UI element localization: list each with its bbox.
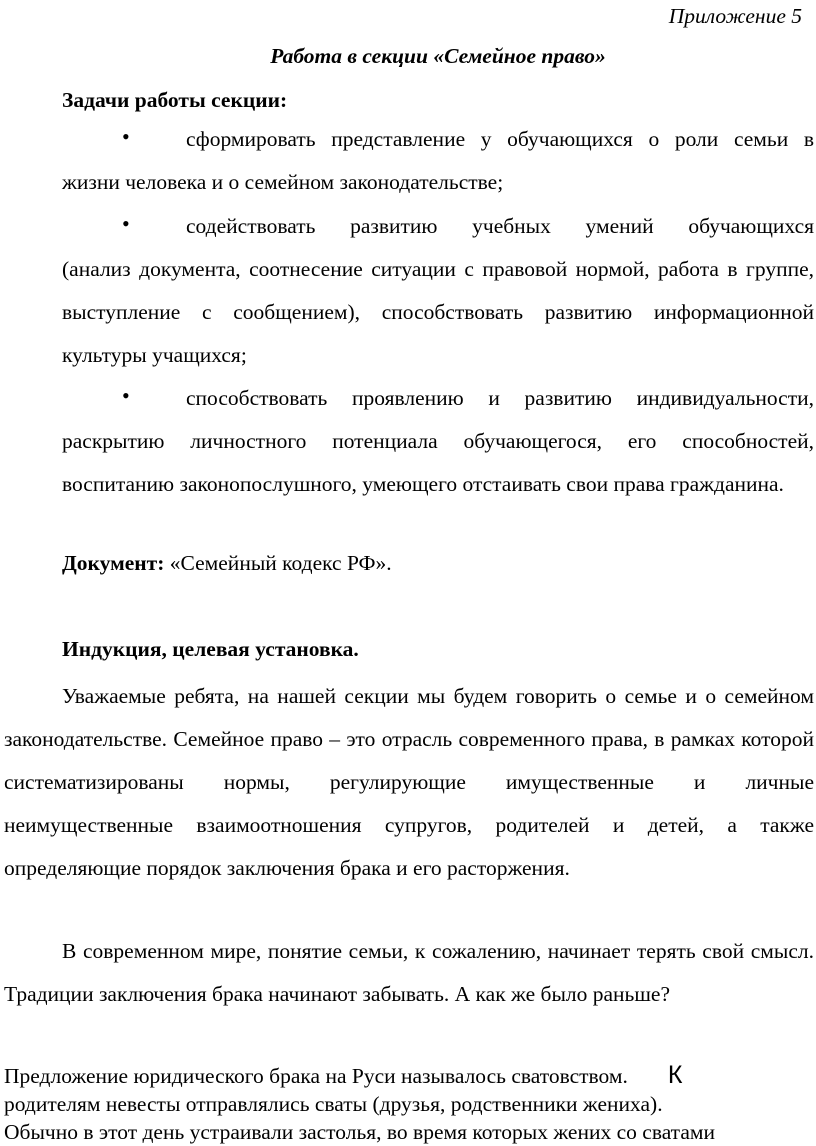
footer-paragraph (4, 1061, 814, 1146)
bullet-icon: • (122, 211, 130, 236)
bullet-item-3-rest: раскрытию личностного потенциала обучающегося, его способностей, воспитанию законопослушного, умеющего отстаивать свои права гражданина. (62, 429, 814, 496)
induction-paragraph-1: Уважаемые ребята, на нашей секции мы будем говорить о семье и о семейном законодательстве. Семейное право – это отрасль современного права, в рамках которой систематизированы нормы, регулирующие имущественные и личные неимущественные взаимоотношения супругов, родителей и детей, а также определяющие порядок заключения брака и его расторжения. (4, 684, 814, 880)
bullet-item-3-first-line: способствовать проявлению и развитию индивидуальности, (186, 386, 814, 410)
document-line (62, 551, 392, 576)
footer-line-2: родителям невесты отправлялись сваты (друзья, родственники жениха). (4, 1092, 663, 1116)
induction-heading: Индукция, целевая установка. (62, 637, 359, 661)
tasks-heading: Задачи работы секции: (62, 88, 288, 112)
footer-line-1 (4, 1061, 814, 1090)
footer-line-1-text: Предложение юридического брака на Руси называлось сватовством. (4, 1064, 628, 1088)
section-title: Работа в секции «Семейное право» (270, 44, 606, 68)
bullet-item-3 (62, 377, 814, 506)
bullet-item-2-first-line: содействовать развитию учебных умений обучающихся (186, 214, 814, 238)
bullet-item-1 (62, 118, 814, 204)
bullet-item-2-rest: (анализ документа, соотнесение ситуации с правовой нормой, работа в группе, выступление с сообщением), способствовать развитию информационной культуры учащихся; (62, 257, 814, 367)
footer-line-3: Обычно в этот день устраивали застолья, во время которых жених со сватами (4, 1120, 715, 1144)
bullet-icon: • (122, 124, 130, 149)
bullet-item-2 (62, 205, 814, 377)
induction-paragraph-2: В современном мире, понятие семьи, к сожалению, начинает терять свой смысл. Традиции заключения брака начинают забывать. А как же было раньше? (4, 939, 814, 1006)
document-label: Документ: (62, 551, 165, 575)
bullet-item-1-first-line: сформировать представление у обучающихся о роли семьи в (186, 127, 814, 151)
footer-line-1-k: К (667, 1061, 683, 1089)
bullet-icon: • (122, 383, 130, 408)
appendix-label: Приложение 5 (668, 4, 802, 28)
bullet-item-1-rest: жизни человека и о семейном законодательстве; (62, 170, 504, 194)
document-value: «Семейный кодекс РФ». (169, 551, 392, 575)
